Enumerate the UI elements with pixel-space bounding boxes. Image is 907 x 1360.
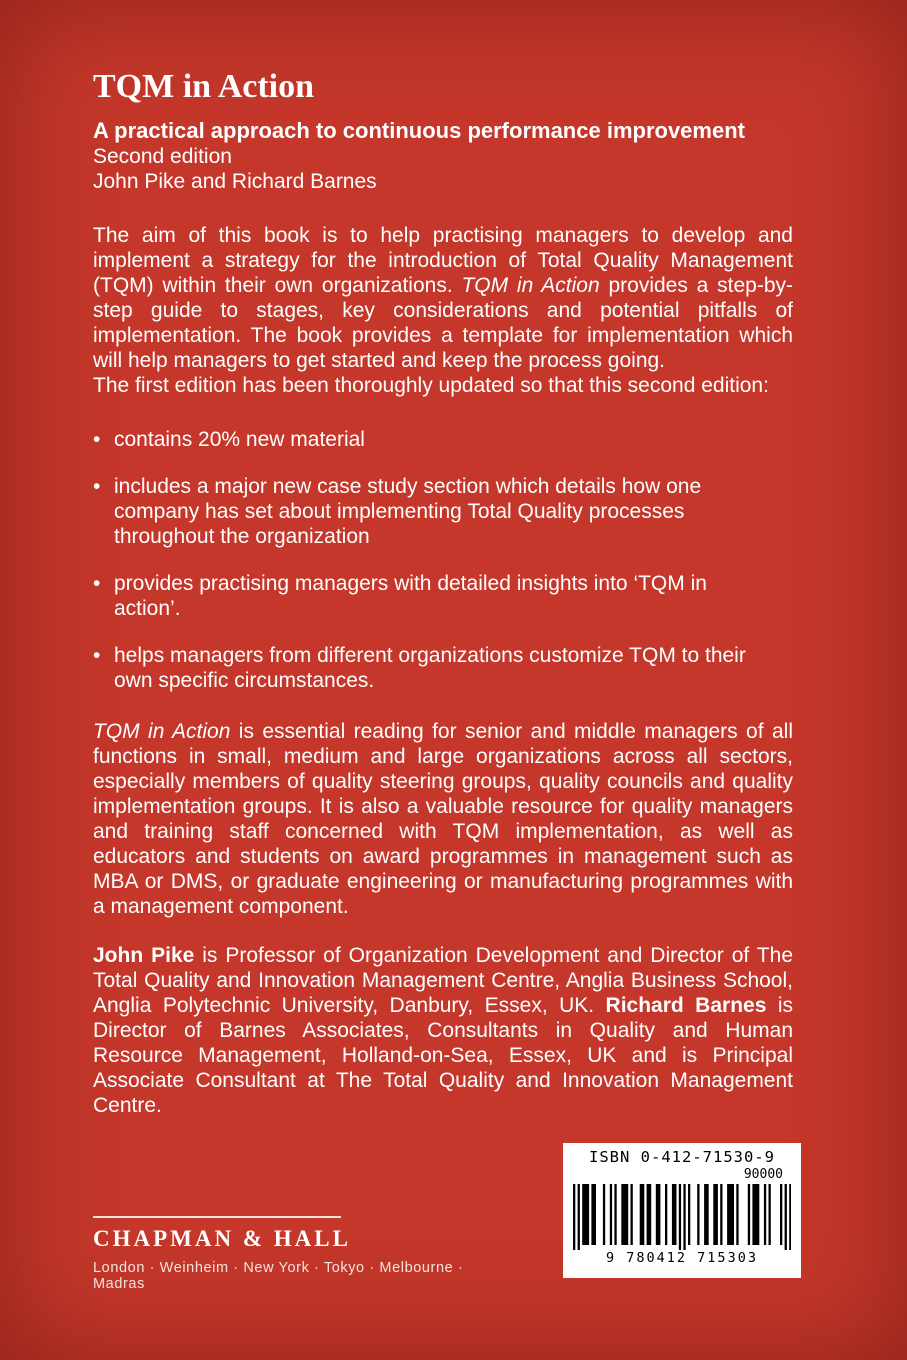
book-subtitle: A practical approach to continuous performance improvement — [93, 118, 745, 143]
barcode-digits: 9 780412 715303 — [606, 1250, 758, 1266]
list-item — [93, 474, 793, 549]
authors-line: John Pike and Richard Barnes — [93, 170, 377, 193]
bullet-text: helps managers from different organizations customize TQM to their own specific circumstances. — [114, 644, 746, 692]
about-authors-paragraph — [93, 943, 793, 1118]
publisher-rule — [93, 1216, 341, 1218]
bullet-text: provides practising managers with detailed insights into ‘TQM in action’. — [114, 572, 707, 620]
bullet-icon: • — [93, 644, 101, 667]
update-line: The first edition has been thoroughly updated so that this second edition: — [93, 374, 769, 397]
isbn-number: ISBN 0-412-71530-9 — [589, 1148, 775, 1166]
author-bio-text: is Professor of Organization Development and Director of The Total Quality and Innovation Management Centre, Anglia Business School, Anglia Polytechnic University, Danbury, Essex, UK. — [93, 944, 793, 1017]
barcode — [573, 1184, 792, 1250]
author-bio-text: is Director of Barnes Associates, Consultants in Quality and Human Resource Management, Holland-on-Sea, Essex, UK and is Principal Associate Consultant at The Total Quality and Innovation Management Centre. — [93, 994, 793, 1117]
book-title: TQM in Action — [93, 68, 315, 105]
bullet-icon: • — [93, 572, 101, 595]
author-name: John Pike — [93, 944, 195, 967]
publisher-cities: London · Weinheim · New York · Tokyo · Melbourne · Madras — [93, 1260, 464, 1292]
edition-label: Second edition — [93, 145, 232, 168]
intro-paragraph — [93, 223, 793, 373]
bullet-icon: • — [93, 475, 101, 498]
audience-text: is essential reading for senior and middle managers of all functions in small, medium and large organizations across all sectors, especially members of quality steering groups, quality councils and quality implementation groups. It is also a valuable resource for quality managers and training staff concerned with TQM implementation, as well as educators and students on award programmes in management such as MBA or DMS, or graduate engineering or manufacturing programmes with a management component. — [93, 720, 793, 918]
intro-text: The aim of this book is to help practising managers to develop and implement a strategy for the introduction of Total Quality Management (TQM) within their own organizations. — [93, 224, 793, 297]
isbn-addon-code: 90000 — [743, 1167, 783, 1182]
intro-text-continued: provides a step-by-step guide to stages, key considerations and potential pitfalls of implementation. The book provides a template for implementation which will help managers to get started and keep the process going. — [93, 274, 793, 372]
bullet-text: contains 20% new material — [114, 428, 365, 451]
list-item — [93, 643, 793, 693]
isbn-panel — [563, 1143, 801, 1278]
publisher-name: CHAPMAN & HALL — [93, 1226, 351, 1251]
bullet-text: includes a major new case study section which details how one company has set about implementing Total Quality processes throughout the organization — [114, 475, 702, 548]
audience-paragraph — [93, 719, 793, 919]
author-name: Richard Barnes — [605, 994, 767, 1017]
book-title-italic: TQM in Action — [461, 274, 600, 297]
list-item — [93, 571, 793, 621]
cover-text-block — [93, 68, 793, 1118]
book-title-italic: TQM in Action — [93, 720, 231, 743]
bullet-icon: • — [93, 428, 101, 451]
list-item — [93, 427, 793, 452]
publisher-block — [93, 1216, 493, 1292]
feature-list — [93, 427, 793, 693]
